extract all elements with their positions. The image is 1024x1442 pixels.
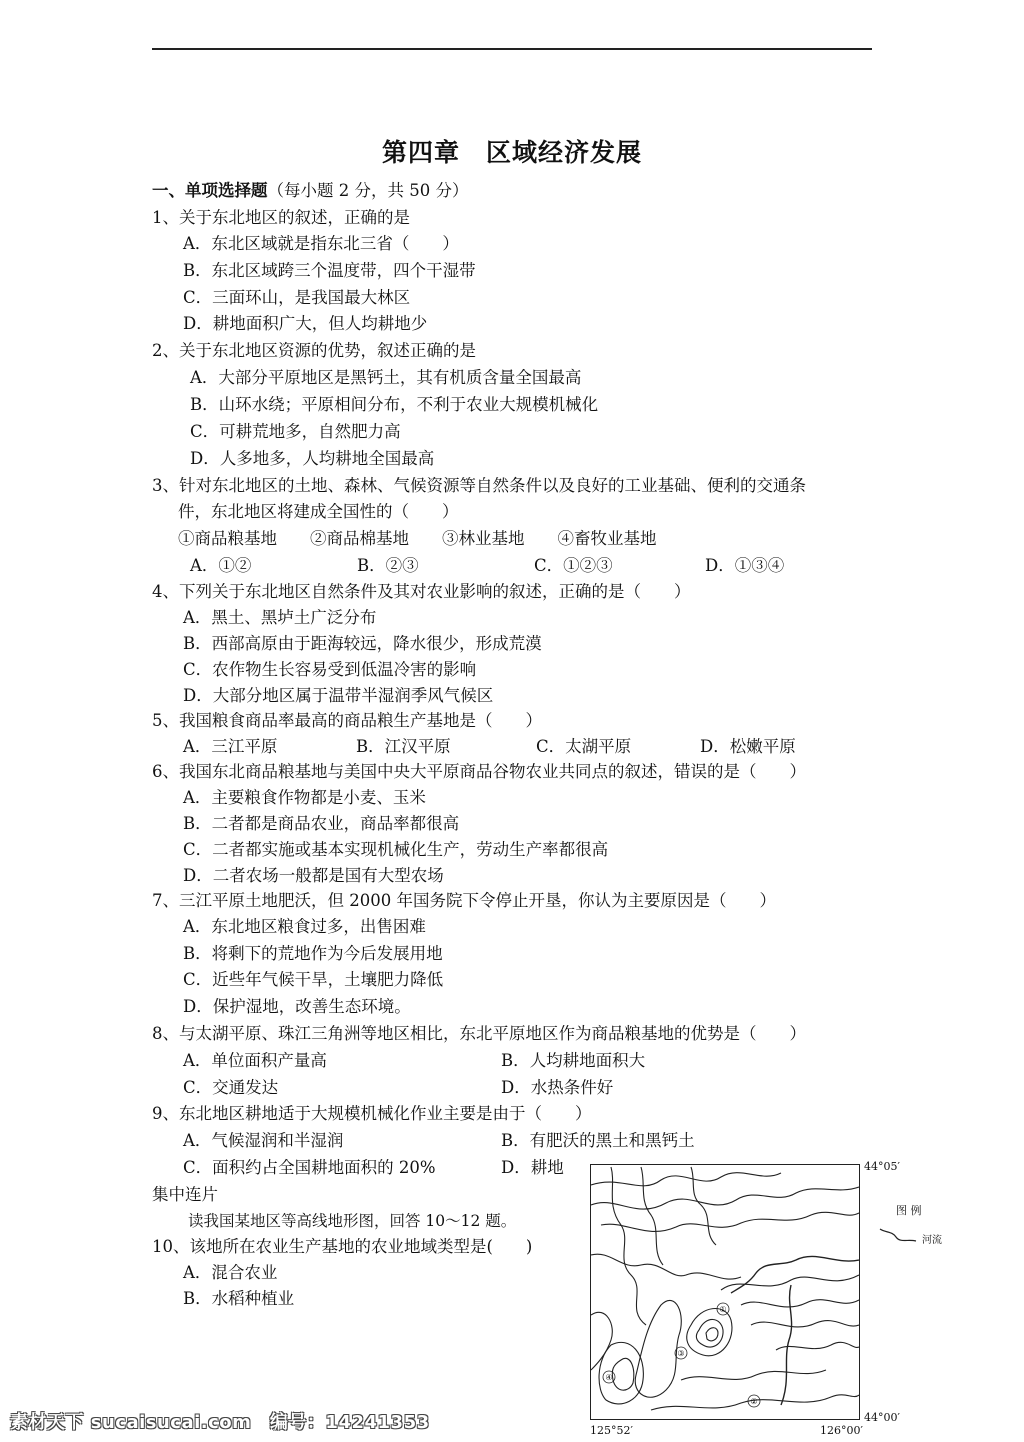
q8-option-c: C．交通发达 <box>183 1078 279 1097</box>
question-8: 8、与太湖平原、珠江三角洲等地区相比，东北平原地区作为商品粮基地的优势是（ ） <box>152 1024 806 1043</box>
q8-option-b: B．人均耕地面积大 <box>501 1051 646 1070</box>
q5-option-c: C．太湖平原 <box>536 737 632 756</box>
q7-option-c: C．近些年气候干旱，土壤肥力降低 <box>183 970 444 989</box>
coord-bottom-right: 44°00′ <box>864 1411 900 1424</box>
q3-option-c: C．①②③ <box>534 556 613 575</box>
q2-option-b: B．山环水绕；平原相间分布，不利于农业大规模机械化 <box>190 395 599 414</box>
question-2: 2、关于东北地区资源的优势，叙述正确的是 <box>152 341 476 360</box>
q1-option-a: A．东北区域就是指东北三省（ ） <box>183 234 459 253</box>
question-3-cont: 件，东北地区将建成全国性的（ ） <box>178 502 459 521</box>
coord-bottom-mid: 126°00′ <box>820 1424 863 1437</box>
q3-option-d: D．①③④ <box>705 556 785 575</box>
section-heading-label: 一、单项选择题 <box>152 181 268 200</box>
river-legend-icon <box>878 1225 918 1247</box>
q4-option-c: C．农作物生长容易受到低温冷害的影响 <box>183 660 477 679</box>
q2-option-a: A．大部分平原地区是黑钙土，其有机质含量全国最高 <box>190 368 582 387</box>
question-5: 5、我国粮食商品率最高的商品粮生产基地是（ ） <box>152 711 542 730</box>
map-label-2: ② <box>750 1397 758 1406</box>
q9-option-b: B．有肥沃的黑土和黑钙土 <box>501 1131 695 1150</box>
q9-option-a: A．气候湿润和半湿润 <box>183 1131 344 1150</box>
legend-title: 图 例 <box>896 1204 922 1217</box>
contour-lines <box>591 1165 859 1419</box>
q9-option-c: C．面积约占全国耕地面积的 20% <box>183 1158 436 1177</box>
q7-option-b: B．将剩下的荒地作为今后发展用地 <box>183 944 443 963</box>
q5-option-b: B．江汉平原 <box>356 737 451 756</box>
q6-option-b: B．二者都是商品农业，商品率都很高 <box>183 814 460 833</box>
q4-option-a: A．黑土、黑垆土广泛分布 <box>183 608 377 627</box>
page-title: 第四章 区域经济发展 <box>381 138 642 167</box>
question-10: 10、该地所在农业生产基地的农业地域类型是( ) <box>152 1237 533 1256</box>
watermark: 素材天下 sucaisucai.com 编号：14241353 <box>10 1412 430 1433</box>
legend-river-label: 河流 <box>922 1235 942 1246</box>
coord-top-right: 44°05′ <box>864 1160 900 1173</box>
q7-option-d: D．保护湿地，改善生态环境。 <box>183 997 411 1016</box>
q6-option-a: A．主要粮食作物都是小麦、玉米 <box>183 788 426 807</box>
question-7: 7、三江平原土地肥沃，但 2000 年国务院下令停止开垦，你认为主要原因是（ ） <box>152 891 776 910</box>
contour-map <box>590 1164 860 1420</box>
q9-option-d-cont: 集中连片 <box>152 1185 218 1204</box>
q4-option-d: D．大部分地区属于温带半湿润季风气候区 <box>183 686 494 705</box>
map-label-1: ① <box>719 1305 727 1314</box>
q3-choices: ①商品粮基地 ②商品棉基地 ③林业基地 ④畜牧业基地 <box>178 529 657 548</box>
q10-option-a: A．混合农业 <box>183 1263 278 1282</box>
q4-option-b: B．西部高原由于距海较远，降水很少，形成荒漠 <box>183 634 542 653</box>
q7-option-a: A．东北地区粮食过多，出售困难 <box>183 917 426 936</box>
map-instruction: 读我国某地区等高线地形图，回答 10～12 题。 <box>188 1212 517 1230</box>
map-label-3: ③ <box>677 1349 685 1358</box>
section-heading <box>152 180 468 202</box>
q3-option-a: A．①② <box>190 556 252 575</box>
q5-option-d: D．松嫩平原 <box>700 737 796 756</box>
q8-option-a: A．单位面积产量高 <box>183 1051 327 1070</box>
q2-option-c: C．可耕荒地多，自然肥力高 <box>190 422 401 441</box>
q1-option-d: D．耕地面积广大，但人均耕地少 <box>183 314 428 333</box>
question-4: 4、下列关于东北地区自然条件及其对农业影响的叙述，正确的是（ ） <box>152 582 691 601</box>
section-score-note: （每小题 2 分，共 50 分） <box>267 181 469 200</box>
q6-option-d: D．二者农场一般都是国有大型农场 <box>183 866 444 885</box>
q3-option-b: B．②③ <box>357 556 419 575</box>
coord-bottom-left: 125°52′ <box>590 1424 633 1437</box>
q2-option-d: D．人多地多，人均耕地全国最高 <box>190 449 435 468</box>
question-1: 1、关于东北地区的叙述，正确的是 <box>152 208 410 227</box>
q10-option-b: B．水稻种植业 <box>183 1289 295 1308</box>
question-6: 6、我国东北商品粮基地与美国中央大平原商品谷物农业共同点的叙述，错误的是（ ） <box>152 762 806 781</box>
q1-option-b: B．东北区域跨三个温度带，四个干湿带 <box>183 261 476 280</box>
q6-option-c: C．二者都实施或基本实现机械化生产，劳动生产率都很高 <box>183 840 609 859</box>
q8-option-d: D．水热条件好 <box>501 1078 614 1097</box>
question-3: 3、针对东北地区的土地、森林、气候资源等自然条件以及良好的工业基础、便利的交通条 <box>152 476 806 495</box>
map-label-4: ④ <box>605 1373 613 1382</box>
q5-option-a: A．三江平原 <box>183 737 278 756</box>
q9-option-d: D．耕地 <box>501 1158 564 1177</box>
header-rule <box>152 48 872 50</box>
q1-option-c: C．三面环山，是我国最大林区 <box>183 288 411 307</box>
question-9: 9、东北地区耕地适于大规模机械化作业主要是由于（ ） <box>152 1104 592 1123</box>
